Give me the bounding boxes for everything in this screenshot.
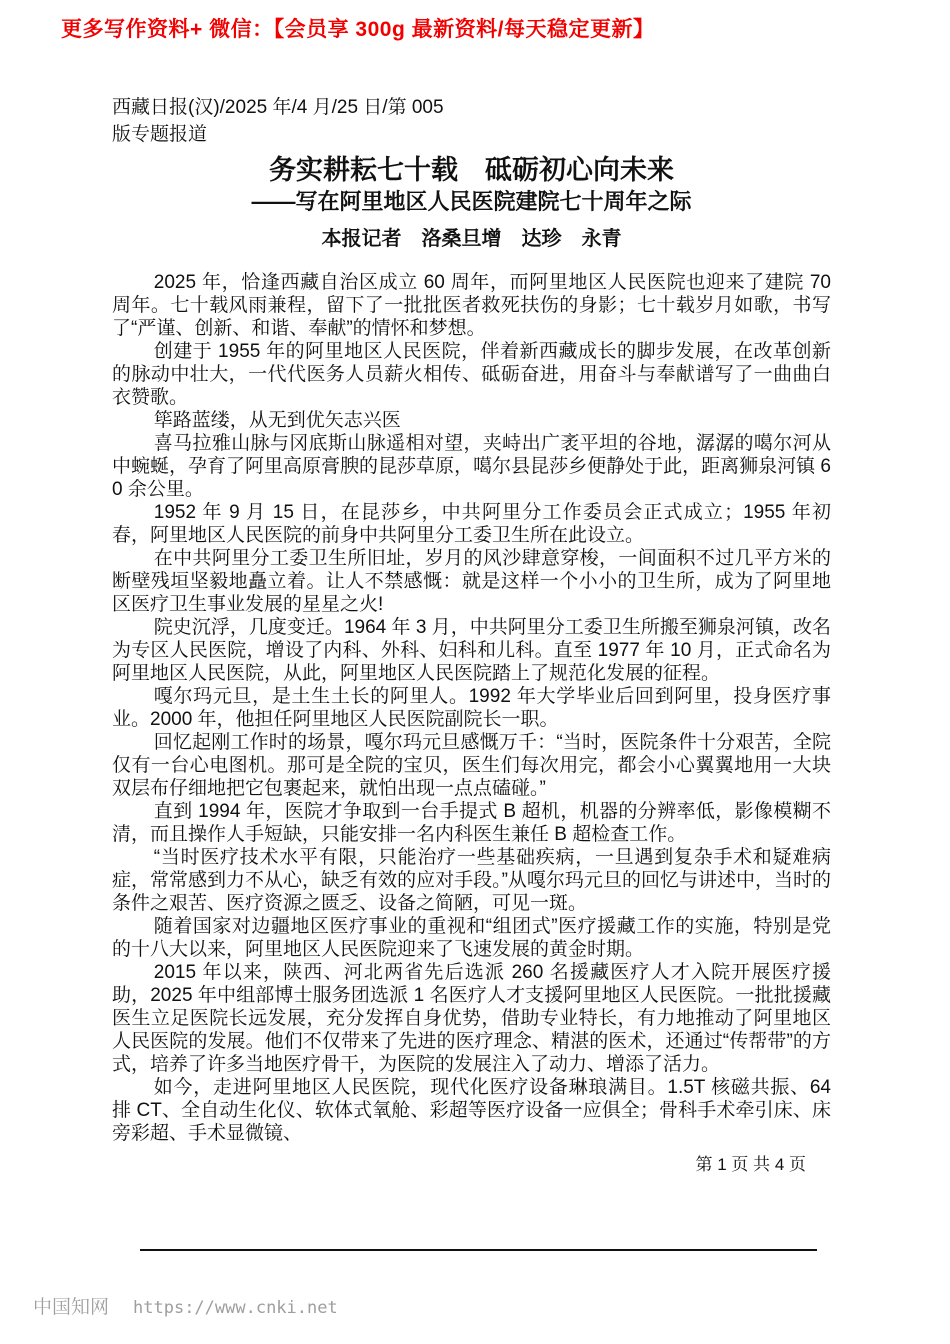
article-byline: 本报记者 洛桑旦增 达珍 永青 <box>321 228 622 250</box>
paragraph: 2015 年以来，陕西、河北两省先后选派 260 名援藏医疗人才入院开展医疗援助，2025 年中组部博士服务团选派 1 名医疗人才支援阿里地区人民医院。一批批援藏医生立足医院长远发展，充分发挥自身优势，借助专业特长，有力地推动了阿里地区人民医院的发展。他们不仅带来了先进的医疗理念、精湛的医术，还通过“传帮带”的方式，培养了许多当地医疗骨干，为医院的发展注入了动力、增添了活力。 <box>112 962 831 1075</box>
paragraph: 嘎尔玛元旦，是土生土长的阿里人。1992 年大学毕业后回到阿里，投身医疗事业。2000 年，他担任阿里地区人民医院副院长一职。 <box>112 686 831 730</box>
paragraph: 回忆起刚工作时的场景，嘎尔玛元旦感慨万千：“当时，医院条件十分艰苦，全院仅有一台心电图机。那可是全院的宝贝，医生们每次用完，都会小心翼翼地用一大块双层布仔细地把它包裹起来，就怕出现一点点磕碰。” <box>112 732 831 799</box>
source-line-1: 西藏日报(汉)/2025 年/4 月/25 日/第 005 <box>112 97 444 118</box>
source-line-2: 版专题报道 <box>112 124 208 145</box>
paragraph: 直到 1994 年，医院才争取到一台手提式 B 超机，机器的分辨率低，影像模糊不清，而且操作人手短缺，只能安排一名内科医生兼任 B 超检查工作。 <box>112 801 831 845</box>
cnki-url-text: https://www.cnki.net <box>133 1298 338 1318</box>
paragraph: 如今，走进阿里地区人民医院，现代化医疗设备琳琅满目。1.5T 核磁共振、64 排 CT、全自动生化仪、软体式氧舱、彩超等医疗设备一应俱全；骨科手术牵引床、床旁彩超、手术显微镜、 <box>112 1077 831 1144</box>
article-subtitle: ——写在阿里地区人民医院建院七十周年之际 <box>251 189 692 214</box>
paragraph: 筚路蓝缕，从无到优矢志兴医 <box>153 410 401 431</box>
source-block <box>112 94 831 148</box>
page-indicator: 第 1 页 共 4 页 <box>695 1155 806 1174</box>
paragraph: 喜马拉雅山脉与冈底斯山脉遥相对望，夹峙出广袤平坦的谷地，潺潺的噶尔河从中蜿蜒，孕育了阿里高原膏腴的昆莎草原，噶尔县昆莎乡便静处于此，距离狮泉河镇 60 余公里。 <box>112 433 831 500</box>
article-body <box>112 271 831 1145</box>
paragraph: 2025 年，恰逢西藏自治区成立 60 周年，而阿里地区人民医院也迎来了建院 70 周年。七十载风雨兼程，留下了一批批医者救死扶伤的身影；七十载岁月如歌，书写了“严谨、创新、和谐、奉献”的情怀和梦想。 <box>112 272 831 339</box>
cnki-logo-text: 中国知网 <box>33 1297 110 1318</box>
cnki-watermark <box>33 1292 338 1319</box>
separator-rule <box>140 1249 817 1251</box>
paragraph: 创建于 1955 年的阿里地区人民医院，伴着新西藏成长的脚步发展，在改革创新的脉动中壮大，一代代医务人员薪火相传、砥砺奋进，用奋斗与奉献谱写了一曲曲白衣赞歌。 <box>112 341 831 408</box>
paragraph: 随着国家对边疆地区医疗事业的重视和“组团式”医疗援藏工作的实施，特别是党的十八大以来，阿里地区人民医院迎来了飞速发展的黄金时期。 <box>112 916 831 960</box>
paragraph: 院史沉浮，几度变迁。1964 年 3 月，中共阿里分工委卫生所搬至狮泉河镇，改名为专区人民医院，增设了内科、外科、妇科和儿科。直至 1977 年 10 月，正式命名为阿里地区人民医院，从此，阿里地区人民医院踏上了规范化发展的征程。 <box>112 617 831 684</box>
promo-banner-text: 更多写作资料+ 微信：【会员享 300g 最新资料/每天稳定更新】 <box>61 18 655 41</box>
article-content <box>112 94 831 1176</box>
paragraph: 1952 年 9 月 15 日，在昆莎乡，中共阿里分工作委员会正式成立；1955 年初春，阿里地区人民医院的前身中共阿里分工委卫生所在此设立。 <box>112 502 831 546</box>
paragraph: “当时医疗技术水平有限，只能治疗一些基础疾病，一旦遇到复杂手术和疑难病症，常常感到力不从心，缺乏有效的应对手段。”从嘎尔玛元旦的回忆与讲述中，当时的条件之艰苦、医疗资源之匮乏、设备之简陋，可见一斑。 <box>112 847 831 914</box>
article-title: 务实耕耘七十载 砥砺初心向未来 <box>269 155 674 185</box>
paragraph: 在中共阿里分工委卫生所旧址，岁月的风沙肆意穿梭，一间面积不过几平方米的断壁残垣坚毅地矗立着。让人不禁感慨：就是这样一个小小的卫生所，成为了阿里地区医疗卫生事业发展的星星之火! <box>112 548 831 615</box>
